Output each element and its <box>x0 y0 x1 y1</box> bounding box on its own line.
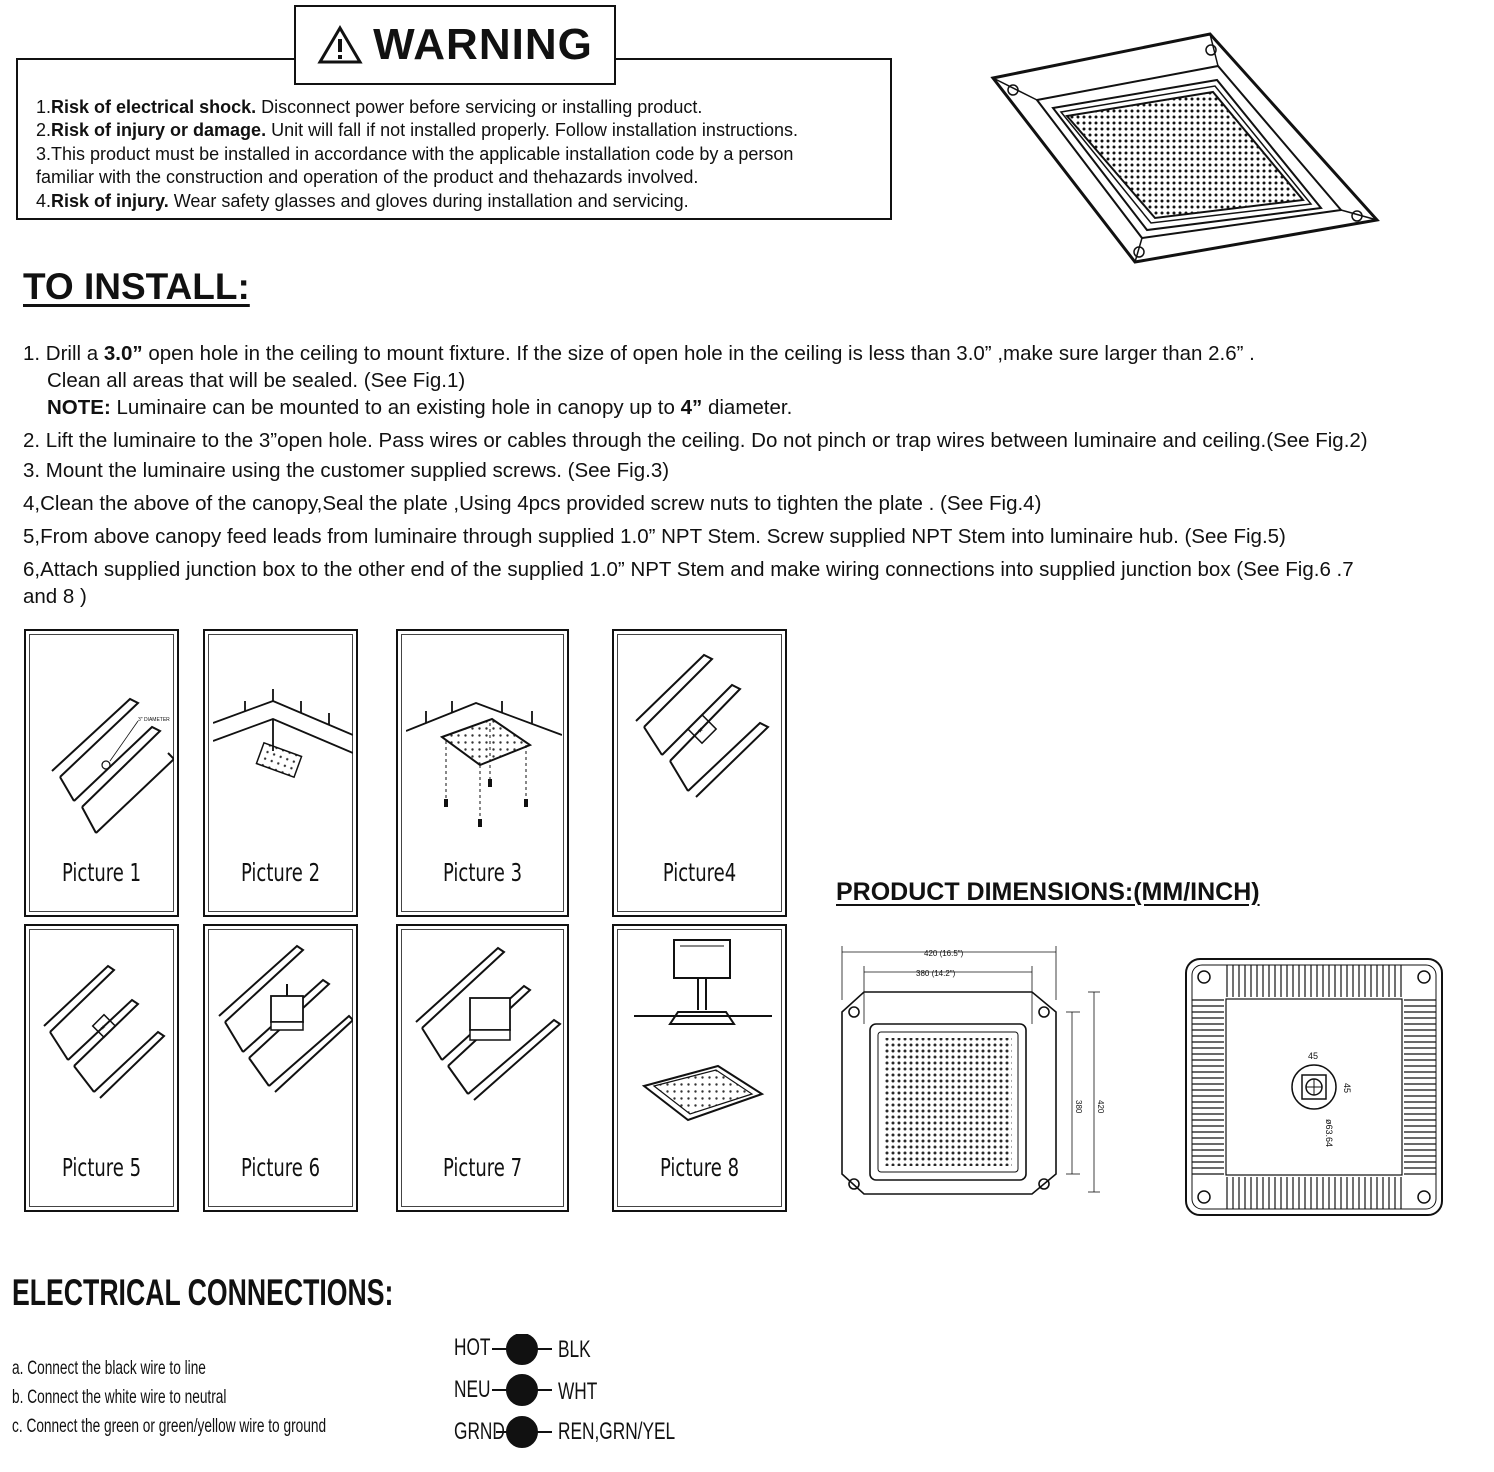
svg-text:✦: ✦ <box>100 1025 106 1032</box>
picture-1-note: 3" DIAMETER <box>138 717 170 723</box>
picture-5 <box>24 924 179 1212</box>
dim-inner-label: 380 (14.2") <box>916 969 956 978</box>
svg-text:✦: ✦ <box>697 726 704 735</box>
hub-diameter-label: ø63.64 <box>1324 1119 1334 1148</box>
picture-6 <box>203 924 358 1212</box>
warning-header <box>294 5 616 85</box>
picture-3-label: Picture 3 <box>442 858 523 887</box>
hub-width-label: 45 <box>1308 1051 1319 1061</box>
warning-item-1: 1.Risk of electrical shock. Disconnect power before servicing or installing product. <box>36 97 703 117</box>
junction-box-figure-b <box>406 936 562 1136</box>
electrical-item-b: b. Connect the white wire to neutral <box>12 1387 227 1408</box>
step-3: 3. Mount the luminaire using the customer supplied screws. (See Fig.3) <box>23 459 670 482</box>
step-1-line-2: Clean all areas that will be sealed. (See Fig.1) <box>47 369 466 392</box>
picture-4 <box>612 629 787 917</box>
front-dimension-drawing <box>836 940 1116 1220</box>
seal-plate-figure <box>622 641 780 841</box>
wire-neu-label: NEU <box>454 1376 491 1403</box>
picture-4-label: Picture4 <box>662 858 737 887</box>
electrical-title: ELECTRICAL CONNECTIONS: <box>12 1272 394 1313</box>
picture-2-label: Picture 2 <box>240 858 321 887</box>
step-5: 5,From above canopy feed leads from luminaire through supplied 1.0” NPT Stem. Screw supplied NPT Stem into luminaire hub. (See Fig.5) <box>23 525 1286 548</box>
warning-title: WARNING <box>373 20 593 69</box>
warning-item-4: 4.Risk of injury. Wear safety glasses and gloves during installation and servicing. <box>36 190 689 211</box>
electrical-instructions <box>12 1354 326 1441</box>
picture-1 <box>24 629 179 917</box>
step-1: 1. Drill a 3.0” open hole in the ceiling to mount fixture. If the size of open hole in the ceiling is less than 3.0” ,make sure larger than 2.6” . <box>23 342 1255 365</box>
dim-outer-label: 420 (16.5") <box>924 949 964 958</box>
hub-height-label: 45 <box>1342 1083 1352 1094</box>
dimensions-title: PRODUCT DIMENSIONS:(MM/INCH) <box>836 878 1260 906</box>
wire-wht-label: WHT <box>558 1378 598 1405</box>
assembled-fixture-figure <box>622 934 780 1149</box>
warning-item-3-cont: familiar with the construction and operation of the product and thehazards involved. <box>36 167 699 188</box>
picture-1-label: Picture 1 <box>61 858 142 887</box>
lift-luminaire-figure <box>213 641 353 841</box>
junction-box-figure-a <box>213 936 353 1136</box>
picture-8-label: Picture 8 <box>659 1153 740 1182</box>
step-4: 4,Clean the above of the canopy,Seal the plate ,Using 4pcs provided screw nuts to tighten the plate . (See Fig.4) <box>23 492 1042 515</box>
picture-7 <box>396 924 569 1212</box>
install-title: TO INSTALL: <box>23 266 250 307</box>
warning-item-2: 2.Risk of injury or damage. Unit will fall if not installed properly. Follow installation instructions. <box>36 120 798 141</box>
wire-grn-label: REN,GRN/YEL <box>558 1418 676 1445</box>
picture-6-label: Picture 6 <box>240 1153 321 1182</box>
mount-screws-figure <box>406 641 562 841</box>
wire-hot-label: HOT <box>454 1334 491 1361</box>
step-6-line-2: and 8 ) <box>23 585 87 608</box>
picture-2 <box>203 629 358 917</box>
picture-3 <box>396 629 569 917</box>
wire-grnd-label: GRND <box>454 1418 505 1445</box>
back-dimension-drawing <box>1182 955 1447 1220</box>
warning-triangle-icon <box>317 25 363 65</box>
fixture-illustration <box>985 30 1385 265</box>
electrical-item-c: c. Connect the green or green/yellow wire to ground <box>12 1416 327 1437</box>
picture-8 <box>612 924 787 1212</box>
step-2: 2. Lift the luminaire to the 3”open hole. Pass wires or cables through the ceiling. Do not pinch or trap wires between luminaire and ceiling.(See Fig.2) <box>23 429 1368 452</box>
npt-stem-figure <box>34 936 174 1136</box>
ceiling-drill-figure <box>34 641 174 841</box>
install-steps <box>23 340 1488 610</box>
step-6: 6,Attach supplied junction box to the other end of the supplied 1.0” NPT Stem and make wiring connections into supplied junction box (See Fig.6 .7 <box>23 558 1354 581</box>
electrical-item-a: a. Connect the black wire to line <box>12 1358 206 1379</box>
picture-5-label: Picture 5 <box>61 1153 142 1182</box>
step-1-note: NOTE: Luminaire can be mounted to an existing hole in canopy up to 4” diameter. <box>47 396 793 419</box>
warning-item-3: 3.This product must be installed in accordance with the applicable installation code by a person <box>36 143 794 164</box>
wire-blk-label: BLK <box>558 1336 591 1363</box>
dim-side-outer: 420 <box>1096 1100 1105 1114</box>
picture-7-label: Picture 7 <box>442 1153 523 1182</box>
warning-list <box>36 96 886 213</box>
dim-side-inner: 380 <box>1074 1100 1083 1114</box>
wiring-diagram <box>452 1334 692 1454</box>
